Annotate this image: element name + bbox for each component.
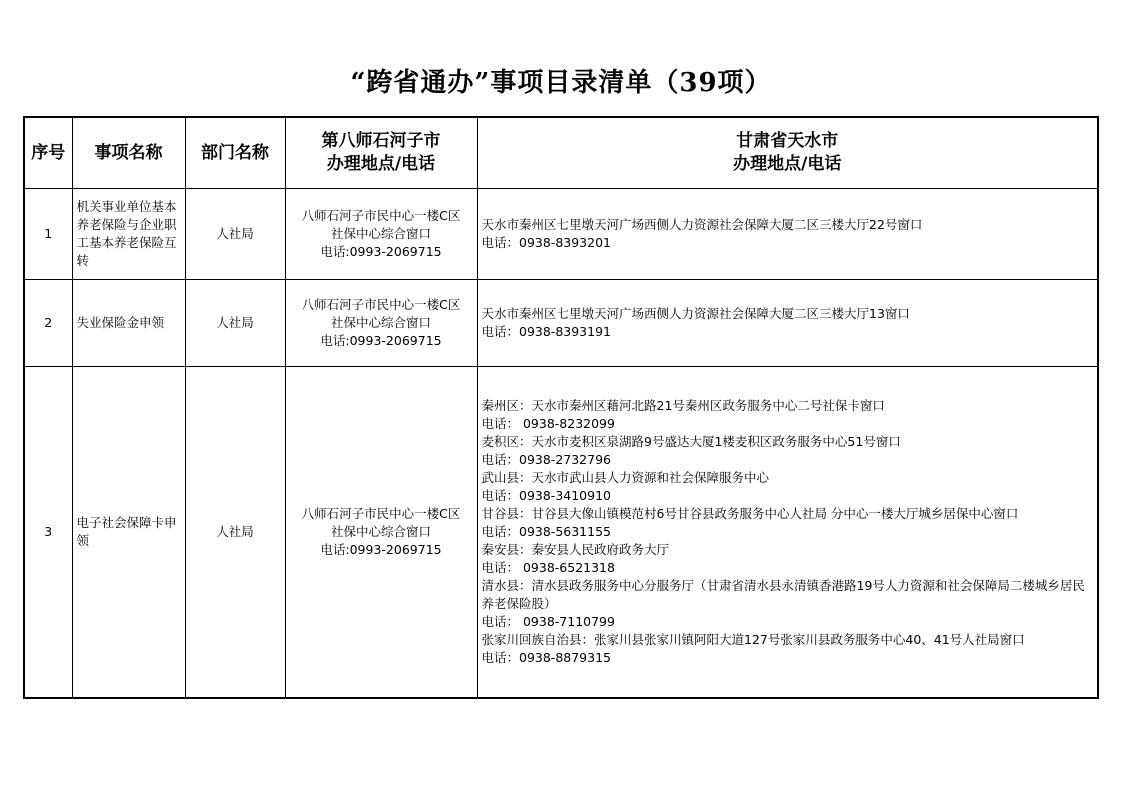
- row-shihezi-location: [285, 280, 477, 367]
- header-shihezi-city: 第八师石河子市: [321, 131, 441, 151]
- detail-line: 张家川回族自治县：张家川县张家川镇阿阳大道127号张家川县政务服务中心40、41号人社局窗口: [481, 632, 1025, 647]
- row-dept: 人社局: [185, 189, 285, 280]
- header-index: 序号: [24, 117, 72, 189]
- row-tianshui-details: [477, 189, 1098, 280]
- detail-line: 天水市秦州区七里墩天河广场西侧人力资源社会保障大厦二区三楼大厅13窗口: [481, 306, 910, 321]
- row-dept: 人社局: [185, 280, 285, 367]
- detail-line: 电话：0938-2732796: [481, 452, 611, 467]
- detail-line: 天水市秦州区七里墩天河广场西侧人力资源社会保障大厦二区三楼大厅22号窗口: [481, 217, 923, 232]
- location-line: 八师石河子市民中心一楼C区: [301, 297, 461, 312]
- service-list-table: [23, 116, 1099, 699]
- detail-line: 电话： 0938-7110799: [481, 614, 615, 629]
- row-tianshui-details: [477, 367, 1098, 699]
- row-index: 2: [24, 280, 72, 367]
- detail-line: 秦安县：秦安县人民政府政务大厅: [481, 542, 670, 557]
- header-dept-name: 部门名称: [185, 117, 285, 189]
- detail-line: 清水县：清水县政务服务中心分服务厅（甘肃省清水县永清镇香港路19号人力资源和社会保障局二楼城乡居民养老保险股）: [481, 578, 1085, 611]
- header-item-name: 事项名称: [72, 117, 185, 189]
- location-line: 社保中心综合窗口: [330, 226, 431, 241]
- header-tianshui-city: 甘肃省天水市: [736, 131, 839, 151]
- table-row: [24, 189, 1098, 280]
- row-item-name: 电子社会保障卡申领: [72, 367, 185, 699]
- detail-line: 武山县：天水市武山县人力资源和社会保障服务中心: [481, 470, 770, 485]
- header-shihezi: [285, 117, 477, 189]
- row-item-name: 机关事业单位基本养老保险与企业职工基本养老保险互转: [72, 189, 185, 280]
- detail-line: 甘谷县：甘谷县大像山镇模范村6号甘谷县政务服务中心人社局 分中心一楼大厅城乡居保中心窗口: [481, 506, 1019, 521]
- header-tianshui: [477, 117, 1098, 189]
- table-row: [24, 367, 1098, 699]
- row-index: 3: [24, 367, 72, 699]
- row-index: 1: [24, 189, 72, 280]
- detail-line: 电话： 0938-6521318: [481, 560, 615, 575]
- detail-line: 电话： 0938-8232099: [481, 416, 615, 431]
- detail-line: 电话：0938-8393201: [481, 235, 611, 250]
- table-row: [24, 280, 1098, 367]
- header-tianshui-sub: 办理地点/电话: [733, 154, 842, 174]
- row-dept: 人社局: [185, 367, 285, 699]
- header-shihezi-sub: 办理地点/电话: [326, 154, 436, 174]
- detail-line: 电话：0938-3410910: [481, 488, 611, 503]
- location-line: 八师石河子市民中心一楼C区: [301, 506, 461, 521]
- detail-line: 麦积区：天水市麦积区泉湖路9号盛达大厦1楼麦积区政务服务中心51号窗口: [481, 434, 901, 449]
- row-shihezi-location: [285, 189, 477, 280]
- location-phone: 电话:0993-2069715: [320, 244, 442, 259]
- location-line: 社保中心综合窗口: [330, 315, 431, 330]
- row-item-name: 失业保险金申领: [72, 280, 185, 367]
- page-title: “跨省通办”事项目录清单（39项）: [350, 68, 772, 98]
- location-phone: 电话:0993-2069715: [320, 542, 442, 557]
- row-shihezi-location: [285, 367, 477, 699]
- detail-line: 电话：0938-5631155: [481, 524, 611, 539]
- location-line: 八师石河子市民中心一楼C区: [301, 208, 461, 223]
- detail-line: 电话：0938-8393191: [481, 324, 611, 339]
- detail-line: 电话：0938-8879315: [481, 650, 611, 665]
- location-line: 社保中心综合窗口: [330, 524, 431, 539]
- location-phone: 电话:0993-2069715: [320, 333, 442, 348]
- detail-line: 秦州区：天水市秦州区藉河北路21号秦州区政务服务中心二号社保卡窗口: [481, 398, 885, 413]
- table-header-row: [24, 117, 1098, 189]
- row-tianshui-details: [477, 280, 1098, 367]
